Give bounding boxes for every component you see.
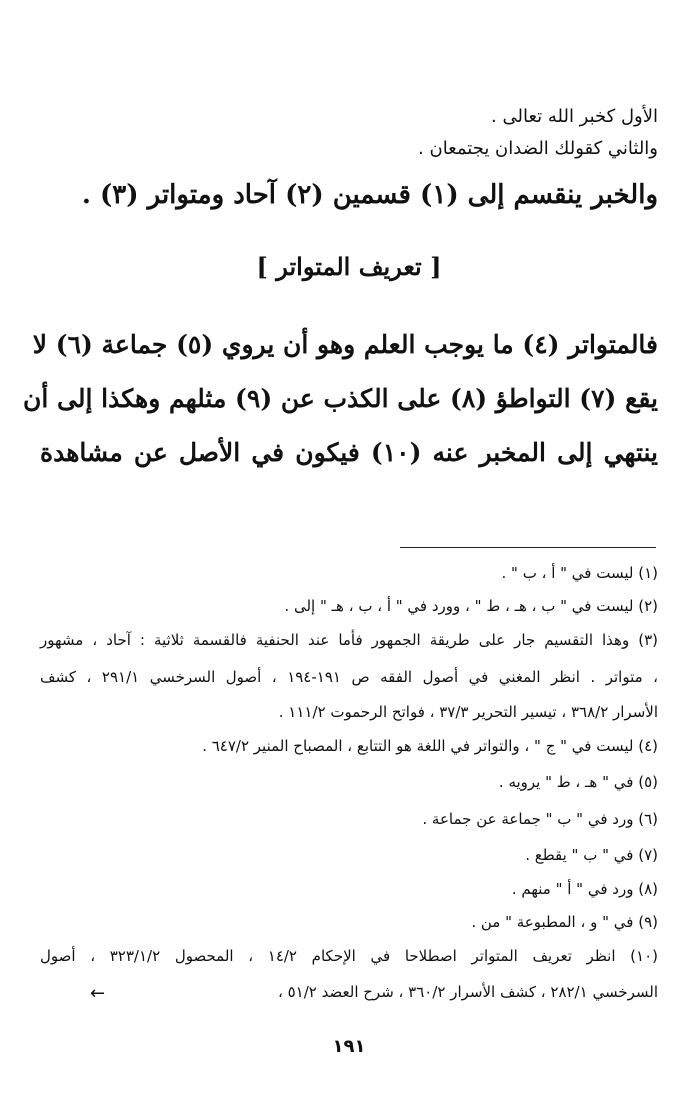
footnote-10-line-2: السرخسي ٢٨٢/١ ، كشف الأسرار ٣٦٠/٢ ، شرح العضد ٥١/٢ ، xyxy=(278,983,658,1001)
footnote-7: (٧) في " ب " يقطع . xyxy=(525,846,658,864)
footnote-10-line-1: (١٠) انظر تعريف المتواتر اصطلاحا في الإحكام ١٤/٢ ، المحصول ٣٢٣/١/٢ ، أصول xyxy=(40,947,658,965)
footnote-3-line-3: الأسرار ٣٦٨/٢ ، تيسير التحرير ٣٧/٣ ، فواتح الرحموت ١١١/٢ . xyxy=(278,703,658,721)
division-statement: والخبر ينقسم إلى (١) قسمين (٢) آحاد ومتواتر (٣) . xyxy=(81,180,658,210)
footnote-5: (٥) في " هـ ، ط " يرويه . xyxy=(498,773,658,791)
body-line-2: والثاني كقولك الضدان يجتمعان . xyxy=(418,138,658,159)
page-number: ١٩١ xyxy=(332,1036,366,1057)
definition-line-1: فالمتواتر (٤) ما يوجب العلم وهو أن يروي (٥) جماعة (٦) لا xyxy=(32,330,658,359)
definition-line-3: ينتهي إلى المخبر عنه (١٠) فيكون في الأصل عن مشاهدة xyxy=(40,438,658,467)
footnote-6: (٦) ورد في " ب " جماعة عن جماعة . xyxy=(422,810,658,828)
footnote-3-line-2: ، متواتر . انظر المغني في أصول الفقه ص ١٩١-١٩٤ ، أصول السرخسي ٢٩١/١ ، كشف xyxy=(40,668,658,686)
section-title: [ تعريف المتواتر ] xyxy=(256,252,442,281)
footnote-3-line-1: (٣) وهذا التقسيم جار على طريقة الجمهور فأما عند الحنفية فالقسمة ثلاثية : آحاد ، مشهور xyxy=(40,631,658,649)
footnote-4: (٤) ليست في " ج " ، والتواتر في اللغة هو التتابع ، المصباح المنير ٦٤٧/٢ . xyxy=(202,737,658,755)
definition-line-2: يقع (٧) التواطؤ (٨) على الكذب عن (٩) مثلهم وهكذا إلى أن xyxy=(23,384,658,413)
footnote-1: (١) ليست في " أ ، ب " . xyxy=(501,564,658,582)
continuation-arrow-icon: ← xyxy=(90,983,106,1004)
body-line-1: الأول كخبر الله تعالى . xyxy=(491,106,658,127)
footnote-separator xyxy=(400,547,656,548)
footnote-9: (٩) في " و ، المطبوعة " من . xyxy=(471,913,658,931)
footnote-8: (٨) ورد في " أ " منهم . xyxy=(511,880,658,898)
footnote-2: (٢) ليست في " ب ، هـ ، ط " ، وورد في " أ ، ب ، هـ " إلى . xyxy=(284,597,658,615)
